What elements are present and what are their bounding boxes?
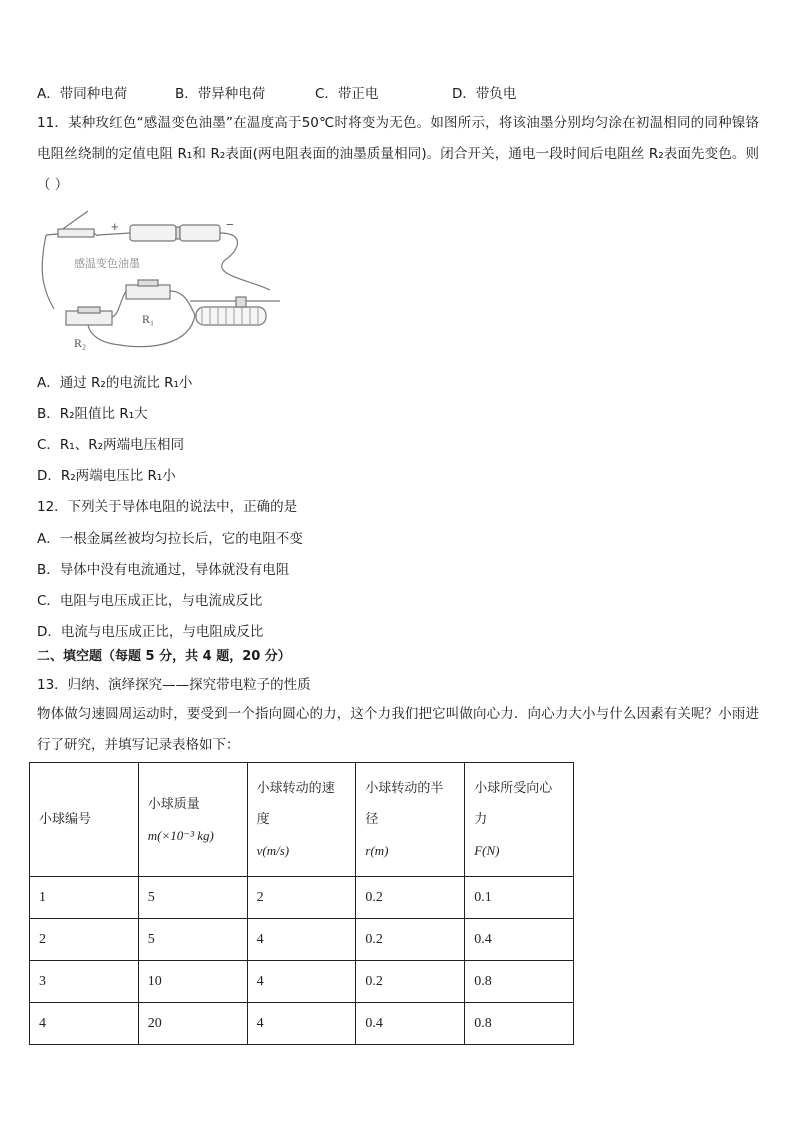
- q12-option-a[interactable]: A．一根金属丝被均匀拉长后，它的电阻不变: [37, 531, 303, 547]
- q11-option-b[interactable]: B．R₂阻值比 R₁大: [37, 406, 148, 422]
- header-ball-mass: 小球质量 m(×10⁻³ kg): [138, 763, 247, 877]
- q11-stem: 11．某种玫红色“感温变色油墨”在温度高于50℃时将变为无色。如图所示，将该油墨分别均匀涂在初温相同的同种镍铬电阻丝绕制的定值电阻 R₁和 R₂表面(两电阻表面的油墨质量相同)。闭合开关，通电一段时间后电阻丝 R₂表面先变色。则（ ）: [37, 115, 759, 193]
- table-row: [30, 919, 574, 961]
- figure-r2-label: R₂: [74, 336, 87, 350]
- table-cell: 3: [30, 961, 139, 1003]
- table-cell: 5: [138, 877, 247, 919]
- table-cell: 2: [247, 877, 356, 919]
- table-cell: 5: [138, 919, 247, 961]
- section-heading-fill-in: 二、填空题（每题 5 分，共 4 题，20 分）: [37, 649, 291, 664]
- table-cell: 0.8: [465, 961, 574, 1003]
- header-ball-speed: 小球转动的速度 v(m/s): [247, 763, 356, 877]
- header-ball-radius: 小球转动的半径 r(m): [356, 763, 465, 877]
- figure-r1-label: R₁: [142, 312, 155, 326]
- figure-ink-label: 感温变色油墨: [74, 257, 140, 270]
- q13-title: 13．归纳、演绎探究——探究带电粒子的性质: [37, 677, 311, 693]
- table-cell: 4: [30, 1003, 139, 1045]
- table-cell: 4: [247, 919, 356, 961]
- circuit-figure: [40, 205, 290, 353]
- table-cell: 0.8: [465, 1003, 574, 1045]
- table-row: [30, 1003, 574, 1045]
- table-header-row: [30, 763, 574, 877]
- q11-option-c[interactable]: C．R₁、R₂两端电压相同: [37, 437, 185, 453]
- table-cell: 0.2: [356, 877, 465, 919]
- q12-option-c[interactable]: C．电阻与电压成正比，与电流成反比: [37, 593, 263, 609]
- q11-option-a[interactable]: A．通过 R₂的电流比 R₁小: [37, 375, 193, 391]
- table-row: [30, 877, 574, 919]
- figure-plus-label: +: [111, 219, 119, 234]
- record-table: [29, 762, 574, 1045]
- q11-option-d[interactable]: D．R₂两端电压比 R₁小: [37, 468, 176, 484]
- table-cell: 20: [138, 1003, 247, 1045]
- header-ball-number: 小球编号: [30, 763, 139, 877]
- q10-option-b[interactable]: B．带异种电荷: [175, 86, 266, 102]
- table-cell: 4: [247, 1003, 356, 1045]
- q10-option-a[interactable]: A．带同种电荷: [37, 86, 128, 102]
- table-cell: 0.1: [465, 877, 574, 919]
- table-cell: 0.4: [465, 919, 574, 961]
- q10-option-c[interactable]: C．带正电: [315, 86, 379, 102]
- figure-minus-label: −: [226, 217, 234, 232]
- q13-body: 物体做匀速圆周运动时，要受到一个指向圆心的力，这个力我们把它叫做向心力．向心力大小与什么因素有关呢？小雨进行了研究，并填写记录表格如下：: [37, 706, 759, 753]
- table-cell: 1: [30, 877, 139, 919]
- table-cell: 0.4: [356, 1003, 465, 1045]
- table-cell: 0.2: [356, 961, 465, 1003]
- table-row: [30, 961, 574, 1003]
- q12-option-d[interactable]: D．电流与电压成正比，与电阻成反比: [37, 624, 264, 640]
- q10-option-d[interactable]: D．带负电: [452, 86, 517, 102]
- q12-option-b[interactable]: B．导体中没有电流通过，导体就没有电阻: [37, 562, 290, 578]
- table-cell: 10: [138, 961, 247, 1003]
- header-centripetal-force: 小球所受向心力 F(N): [465, 763, 574, 877]
- table-cell: 0.2: [356, 919, 465, 961]
- q12-stem: 12．下列关于导体电阻的说法中，正确的是: [37, 499, 298, 515]
- table-cell: 2: [30, 919, 139, 961]
- table-cell: 4: [247, 961, 356, 1003]
- q10-options: [37, 82, 557, 102]
